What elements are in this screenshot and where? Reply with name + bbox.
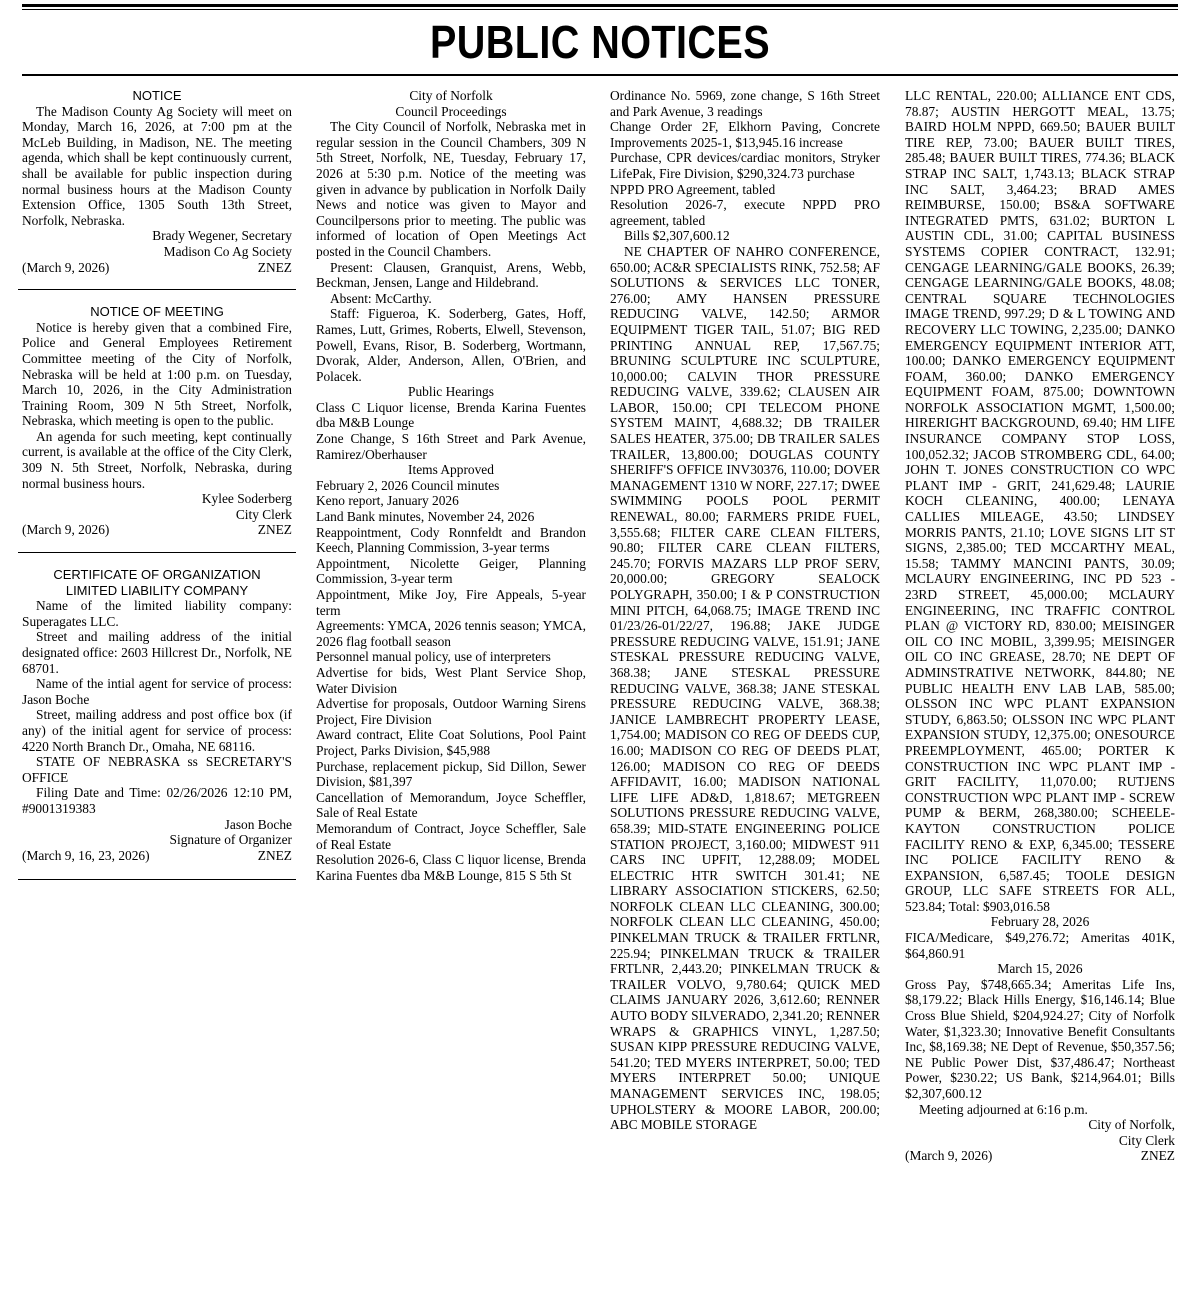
publication-date: (March 9, 16, 23, 2026) (22, 847, 150, 863)
notice-body: STATE OF NEBRASKA ss SECRETARY'S OFFICE (22, 754, 292, 785)
approved-item: NPPD PRO Agreement, tabled (610, 181, 776, 197)
page-title: PUBLIC NOTICES (429, 16, 771, 68)
notice-body: Street, mailing address and post office box (if any) of the initial agent for service of process: 4220 North Branch Dr., Omaha, NE 68116. (22, 707, 292, 754)
approved-item: Ordinance No. 5969, zone change, S 16th Street and Park Avenue, 3 readings (610, 88, 880, 119)
notice-body: The Madison County Ag Society will meet on Monday, March 16, 2026, at 7:00 pm at the McLeb Building, in Madison, NE. The meeting agenda, which shall be kept continuously current, shall be available for public inspection during normal business hours at the Madison County Extension Office, 1305 South 13th Street, Norfolk, Nebraska. (22, 103, 292, 228)
approved-item: Change Order 2F, Elkhorn Paving, Concrete Improvements 2025-1, $13,945.16 increase (610, 119, 880, 150)
council-subheading: Council Proceedings (395, 103, 507, 119)
council-staff: Staff: Figueroa, K. Soderberg, Gates, Hoff, Rames, Lutt, Grimes, Roberts, Elwell, Stevenson, Powell, Evans, Risor, B. Soderberg, Wortmann, Dvorak, Alder, Anderson, Allen, O'Brien, and Polacek. (316, 306, 586, 384)
publication-code: ZNEZ (257, 259, 292, 275)
approved-item: Advertise for proposals, Outdoor Warning Sirens Project, Fire Division (316, 696, 586, 727)
payroll-heading: February 28, 2026 (990, 914, 1090, 930)
approved-item: Agreements: YMCA, 2026 tennis season; YMCA, 2026 flag football season (316, 618, 586, 649)
publication-date: (March 9, 2026) (22, 522, 110, 538)
approved-item: February 2, 2026 Council minutes (316, 477, 500, 493)
notice-heading: CERTIFICATE OF ORGANIZATION (53, 567, 261, 583)
notice-heading: NOTICE OF MEETING (90, 304, 224, 320)
publication-line (22, 522, 292, 538)
publication-date: (March 9, 2026) (905, 1148, 993, 1164)
masthead-rule (22, 74, 1178, 76)
column-1 (22, 88, 292, 894)
top-rule-thin (22, 9, 1178, 10)
notice-divider (18, 552, 296, 553)
approved-item: Purchase, CPR devices/cardiac monitors, Stryker LifePak, Fire Division, $290,324.73 purchase (610, 150, 880, 181)
adjourned-text: Meeting adjourned at 6:16 p.m. (919, 1101, 1088, 1117)
publication-line (22, 260, 292, 276)
bills-list-continued: LLC RENTAL, 220.00; ALLIANCE ENT CDS, 78.87; AUSTIN HERGOTT MEAL, 13.75; BAIRD HOLM NPPD, 669.50; BAUER BUILT TIRE REP, 73.00; BAUER BUILT TIRES, 285.48; BAUER BUILT TIRES, 774.36; BLACK STRAP INC SALT, 1,743.13; BLACK STRAP INC SALT, 3,464.23; BRAD AMES REIMBURSE, 150.00; BS&A SOFTWARE INTEGRATED PMTS, 631.02; BURTON L AUSTIN CDL, 31.00; CAPITAL BUSINESS SYSTEMS COPIER CONTRACT, 132.91; CENGAGE LEARNING/GALE BOOKS, 26.39; CENGAGE LEARNING/GALE BOOKS, 48.08; CENTRAL SQUARE TECHNOLOGIES IMAGE TREND, 997.29; D & L TOWING AND RECOVERY LLC TOWING, 2,235.00; DANKO EMERGENCY EQUIPMENT INTERIOR ATT, 100.00; DANKO EMERGENCY EQUIPMENT FOAM, 360.00; DANKO EMERGENCY EQUIPMENT FOAM, 875.00; DOWNTOWN NORFOLK ASSOCIATION MGMT, 1,500.00; HIRERIGHT BACKGROUND, 69.40; HM LIFE INSURANCE COMPANY STOP LOSS, 100,052.32; JACOB STROMBERG CDL, 64.00; JOHN T. JONES CONSTRUCTION CO WPC PLANT IMP - GRIT, 241,629.48; LAURIE KOCH CLEANING, 400.00; LENAYA CALLIES MILEAGE, 43.50; LINDSEY MORRIS PANTS, 21.10; LOVE SIGNS LIT ST SIGNS, 2,385.00; TED MCCARTHY MEAL, 15.58; TAMMY MANCINI PANTS, 30.09; MCLAURY ENGINEERING, INC PD 523 - 23RD STREET, 45,000.00; MCLAURY ENGINEERING, INC TRAFFIC CONTROL PLAN @ VICTORY RD, 830.00; MEISINGER OIL CO INC MOBIL, 3,399.95; MEISINGER OIL CO INC GREASE, 28.70; NE DEPT OF ADMINSTRATIVE NETWORK, 844.80; NE PUBLIC HEALTH ENV LAB LAB, 585.00; OLSSON INC WPC PLANT EXPANSION STUDY, 6,863.50; OLSSON INC WPC PLANT EXPANSION STUDY, 12,375.00; ONESOURCE PREEMPLOYMENT, 465.00; PORTER K CONSTRUCTION INC WPC PLANT IMP - GRIT FACILITY, 11,070.00; RUTJENS CONSTRUCTION WPC PLANT IMP - SCREW PUMP & BERM, 268,380.00; SCHEELE-KAYTON CONSTRUCTION POLICE FACILITY RENO & EXP, 6,345.00; TESSERE INC POLICE FACILITY RENO & EXPANSION, 6,587.45; TOOLE DESIGN GROUP, LLC SAFE STREETS FOR ALL, 523.84; Total: $903,016.58 (905, 88, 1175, 914)
notice-llc (22, 567, 292, 863)
notice-body: Name of the intial agent for service of process: Jason Boche (22, 676, 292, 707)
approved-item: Award contract, Elite Coat Solutions, Pool Paint Project, Parks Division, $45,988 (316, 727, 586, 758)
signer-name: Kylee Soderberg (201, 491, 292, 507)
approved-item: Keno report, January 2026 (316, 493, 459, 509)
approved-item: Land Bank minutes, November 24, 2026 (316, 509, 535, 525)
notice-heading: NOTICE (132, 88, 182, 103)
publication-date: (March 9, 2026) (22, 259, 110, 275)
notice-body: Name of the limited liability company: Superagates LLC. (22, 598, 292, 629)
signer-name: Brady Wegener, Secretary (152, 228, 292, 244)
notice-divider (18, 289, 296, 290)
hearings-heading: Public Hearings (408, 384, 494, 400)
column-3 (610, 88, 880, 1133)
notice-divider (18, 879, 296, 880)
approved-item: Resolution 2026-7, execute NPPD PRO agreement, tabled (610, 197, 880, 228)
approved-item: Cancellation of Memorandum, Joyce Scheffler, Sale of Real Estate (316, 789, 586, 821)
notice-body: Filing Date and Time: 02/26/2026 12:10 PM, #9001319383 (22, 785, 292, 816)
approved-item: Advertise for bids, West Plant Service Shop, Water Division (316, 664, 586, 696)
approved-item: Memorandum of Contract, Joyce Scheffler, Sale of Real Estate (316, 820, 586, 852)
publication-line (22, 848, 292, 864)
approved-heading: Items Approved (408, 462, 494, 478)
signer-title: City Clerk (235, 506, 292, 522)
council-present: Present: Clausen, Granquist, Arens, Webb, Beckman, Jensen, Lange and Hildebrand. (316, 259, 586, 291)
hearing-item: Class C Liquor license, Brenda Karina Fuentes dba M&B Lounge (316, 399, 586, 431)
payroll-list: Gross Pay, $748,665.34; Ameritas Life Ins, $8,179.22; Black Hills Energy, $16,146.14; Blue Cross Blue Shield, $204,924.27; City of Norfolk Water, $1,323.30; Innovative Benefit Consultants Inc, $8,169.38; NE Dept of Revenue, $50,357.56; NE Public Power Dist, $37,486.47; Northeast Power, $230.22; US Bank, $214,964.01; Bills $2,307,600.12 (905, 976, 1175, 1101)
approved-item: Purchase, replacement pickup, Sid Dillon, Sewer Division, $81,397 (316, 758, 586, 790)
column-2 (316, 88, 586, 883)
signer-title: City Clerk (1118, 1132, 1175, 1148)
signer-org: City of Norfolk, (1088, 1117, 1175, 1133)
notice-body: An agenda for such meeting, kept continually current, is available at the office of the City Clerk, 309 N. 5th Street, Norfolk, Nebraska, during normal business hours. (22, 428, 292, 491)
council-absent: Absent: McCarthy. (330, 290, 432, 306)
top-rule (22, 4, 1178, 7)
signer-org: Madison Co Ag Society (163, 243, 292, 259)
approved-item: Appointment, Nicolette Geiger, Planning Commission, 3-year term (316, 555, 586, 587)
payroll-list: FICA/Medicare, $49,276.72; Ameritas 401K, $64,860.91 (905, 930, 1175, 961)
notice-body: Street and mailing address of the initial designated office: 2603 Hillcrest Dr., Norfolk, NE 68701. (22, 629, 292, 676)
bills-list: NE CHAPTER OF NAHRO CONFERENCE, 650.00; AC&R SPECIALISTS RINK, 752.58; AF SOLUTIONS & SERVICES LLC TONER, 276.00; AMY HANSEN PRESSURE REDUCING VALVE, 142.50; ARMOR EQUIPMENT TIGER TAIL, 51.07; BIG RED PRINTING ANNUAL REP, 17,567.75; BRUNING SCULPTURE INC SCULPTURE, 10,000.00; CALVIN THOR PRESSURE REDUCING VALVE, 339.62; CLAUSEN AIR LABOR, 150.00; CPI TELECOM PHONE SYSTEM MAINT, 4,688.32; DB TRAILER SALES HEATER, 375.00; DB TRAILER SALES TRAILER, 13,800.00; DOUGLAS COUNTY SHERIFF'S OFFICE INV30376, 110.00; DOVER MANAGEMENT 1310 W NORF, 227.17; DWEE SWIMMING POOLS POOL PERMIT RENEWAL, 80.00; FARMERS PRIDE FUEL, 3,555.68; FILTER CARE CLEAN FILTERS, 90.80; FILTER CARE CLEAN FILTERS, 245.70; FORVIS MAZARS LLP PROF SERV, 20,000.00; GREGORY SEALOCK POLYGRAPH, 350.00; I & P CONSTRUCTION MINI PITCH, 64,068.75; IMAGE TREND INC 01/23/26-01/22/27, 196.88; JAKE JUDGE PRESSURE REDUCING VALVE, 151.91; JANE STESKAL PRESSURE REDUCING VALVE, 368.38; JANE STESKAL PRESSURE REDUCING VALVE, 368.38; JANE STESKAL PRESSURE REDUCING VALVE, 368.38; JANICE LAMBRECHT PROPERTY LEASE, 1,754.00; MADISON CO REG OF DEEDS CUP, 16.00; MADISON CO REG OF DEEDS PLAT, 126.00; MADISON CO REG OF DEEDS AFFIDAVIT, 16.00; MADISON NATIONAL LIFE LIFE AD&D, 1,818.67; METGREEN SOLUTIONS PRESSURE REDUCING VALVE, 658.39; MID-STATE ENGINEERING POLICE STATION PROJECT, 3,160.00; MIDWEST 911 CARS INC UPFIT, 12,288.09; MODEL ELECTRIC HTR SWITCH 301.41; NE LIBRARY ASSOCIATION STICKERS, 62.50; NORFOLK CLEAN LLC CLEANING, 300.00; NORFOLK CLEAN LLC CLEANING, 450.00; PINKELMAN TRUCK & TRAILER FRTLNR, 225.94; PINKELMAN TRUCK & TRAILER FRTLNR, 2,443.20; PINKELMAN TRUCK & TRAILER VOLVO, 9,780.64; QUICK MED CLAIMS JANUARY 2026, 3,612.60; RENNER AUTO BODY SILVERADO, 2,341.20; RENNER WRAPS & GRAPHICS VINYL, 1,287.50; SUSAN KIPP PRESSURE REDUCING VALVE, 541.20; TED MYERS INTERPRET, 50.00; TED MYERS INTERPRET 50.00; UNIQUE MANAGEMENT SERVICES INC, 198.05; UPHOLSTERY & MOORE LABOR, 200.00; ABC MOBILE STORAGE (610, 243, 880, 1133)
hearing-item: Zone Change, S 16th Street and Park Avenue, Ramirez/Oberhauser (316, 431, 586, 462)
notice-meeting (22, 304, 292, 538)
signer-name: Jason Boche (224, 816, 292, 832)
publication-code: ZNEZ (257, 847, 292, 863)
notice-subheading: LIMITED LIABILITY COMPANY (65, 582, 249, 598)
approved-item: Reappointment, Cody Ronnfeldt and Brandon Keech, Planning Commission, 3-year terms (316, 524, 586, 556)
approved-item: Appointment, Mike Joy, Fire Appeals, 5-year term (316, 587, 586, 618)
approved-item: Personnel manual policy, use of interpreters (316, 649, 551, 665)
notice-ag-society (22, 88, 292, 275)
council-heading: City of Norfolk (409, 88, 493, 103)
notice-body: Notice is hereby given that a combined Fire, Police and General Employees Retirement Committee meeting of the City of Norfolk, Nebraska will be held at 1:00 p.m. on Tuesday, March 10, 2026, in the City Administration Training Room, 309 N 5th Street, Norfolk, Nebraska, which meeting is open to the public. (22, 319, 292, 429)
council-intro: The City Council of Norfolk, Nebraska met in regular session in the Council Chambers, 309 N 5th Street, Norfolk, NE, Tuesday, February 17, 2026 at 5:30 p.m. Notice of the meeting was given in advance by publication in Norfolk Daily News and notice was given to Mayor and Councilpersons prior to meeting. The public was informed of location of Open Meetings Act posted in the Council Chambers. (316, 119, 586, 259)
publication-line (905, 1148, 1175, 1164)
column-4 (905, 88, 1175, 1164)
bills-total: Bills $2,307,600.12 (624, 228, 730, 244)
payroll-heading: March 15, 2026 (997, 961, 1083, 977)
approved-item: Resolution 2026-6, Class C liquor license, Brenda Karina Fuentes dba M&B Lounge, 815 S 5th St (316, 852, 586, 883)
publication-code: ZNEZ (1140, 1148, 1175, 1164)
signature-label: Signature of Organizer (169, 832, 292, 848)
publication-code: ZNEZ (257, 522, 292, 538)
